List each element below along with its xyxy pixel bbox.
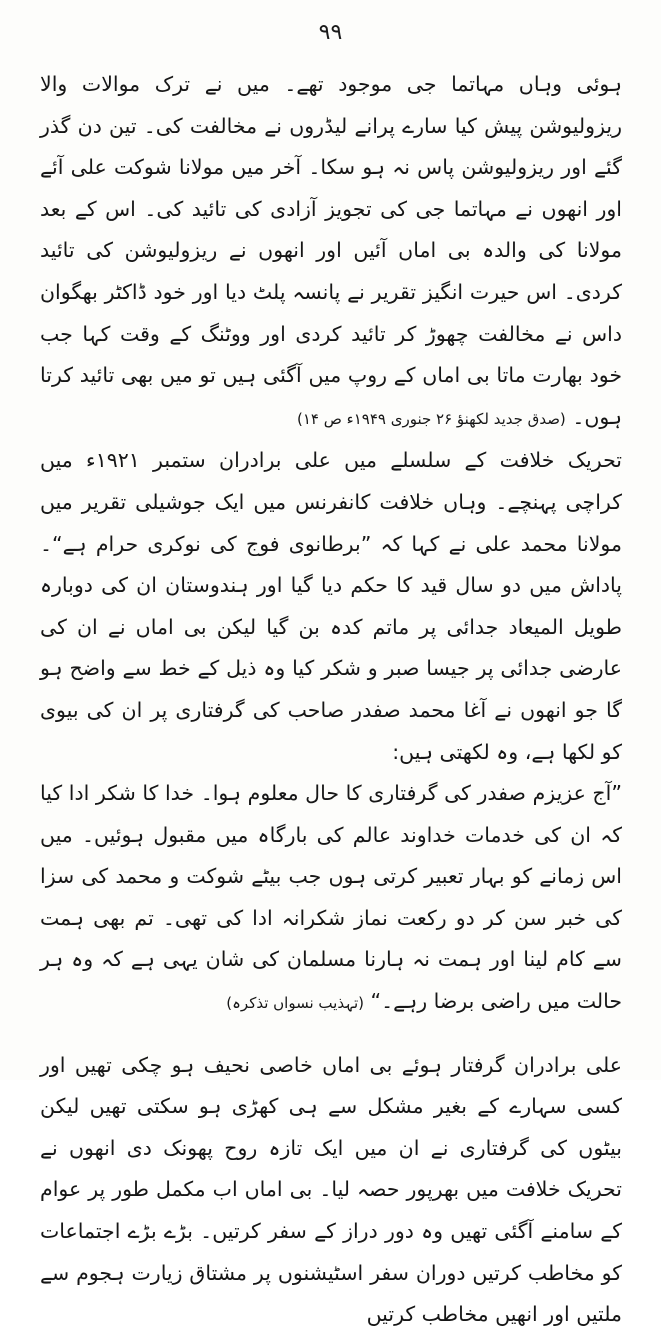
page-body — [40, 64, 622, 1336]
paragraph-1-text: ہوئی وہاں مہاتما جی موجود تھے۔ میں نے ترک موالات والا ریزولیوشن پیش کیا سارے پرانے لیڈروں نے مخالفت کی۔ تین دن گذر گئے اور ریزولیوشن پاس نہ ہو سکا۔ آخر میں مولانا شوکت علی آئے اور انھوں نے مہاتما جی کی تجویز آزادی کی تائید کی۔ اس کے بعد مولانا کی والدہ بی اماں آئیں اور انھوں نے ریزولیوشن کی تائید کردی۔ اس حیرت انگیز تقریر نے پانسہ پلٹ دیا اور خود ڈاکٹر بھگوان داس نے مخالفت چھوڑ کر تائید کردی اور ووٹنگ کے وقت کہا جب خود بھارت ماتا بی اماں کے روپ میں آگئی ہیں تو میں بھی تائید کرتا ہوں۔ — [40, 72, 622, 429]
paragraph-4: علی برادران گرفتار ہوئے بی اماں خاصی نحیف ہو چکی تھیں اور کسی سہارے کے بغیر مشکل سے ہی کھڑی ہو سکتی تھیں لیکن بیٹوں کی گرفتاری نے ان میں ایک تازہ روح پھونک دی انھوں نے تحریک خلافت میں بھرپور حصہ لیا۔ بی اماں اب مکمل طور پر عوام کے سامنے آگئی تھیں وہ دور دراز کے سفر کرتیں۔ بڑے بڑے اجتماعات کو مخاطب کرتیں دوران سفر اسٹیشنوں پر مشتاق زیارت ہجوم سے ملتیں اور انھیں مخاطب کرتیں — [40, 1052, 622, 1327]
paragraph-3-quote — [40, 773, 622, 1025]
page-number: ۹۹ — [318, 20, 343, 45]
paragraph-3-text: ”آج عزیزم صفدر کی گرفتاری کا حال معلوم ہوا۔ خدا کا شکر ادا کیا کہ ان کی خدمات خداوند عالم کی بارگاہ میں مقبول ہوئیں۔ میں اس زمانے کو بہار تعبیر کرتی ہوں جب بیٹے شوکت و محمد کی سزا کی خبر سن کر دو رکعت نماز شکرانہ ادا کی تھی۔ تم بھی ہمت سے کام لینا اور ہمت نہ ہارنا مسلمان کی شان یہی ہے کہ وہ ہر حالت میں راضی برضا رہے۔“ — [40, 781, 622, 1014]
citation-sidq-jadid: (صدق جدید لکھنؤ ۲۶ جنوری ۱۹۴۹ء ص ۱۴) — [296, 409, 566, 428]
citation-tahzib-e-niswan: (تہذیب نسواں تذکرہ) — [226, 994, 365, 1013]
paragraph-2: تحریک خلافت کے سلسلے میں علی برادران ستمبر ۱۹۲۱ء میں کراچی پہنچے۔ وہاں خلافت کانفرنس میں ایک جوشیلی تقریر میں مولانا محمد علی نے کہا کہ ”برطانوی فوج کی نوکری حرام ہے“۔ پاداش میں دو سال قید کا حکم دیا گیا اور ہندوستان ان کی دوبارہ طویل المیعاد جدائی پر ماتم کدہ بن گیا لیکن بی اماں نے ان کی عارضی جدائی پر جیسا صبر و شکر کیا وہ ذیل کے خط سے واضح ہو گا جو انھوں نے آغا محمد صفدر صاحب کی گرفتاری پر ان کی بیوی کو لکھا ہے، وہ لکھتی ہیں: — [40, 448, 623, 764]
paragraph-1 — [40, 64, 622, 440]
